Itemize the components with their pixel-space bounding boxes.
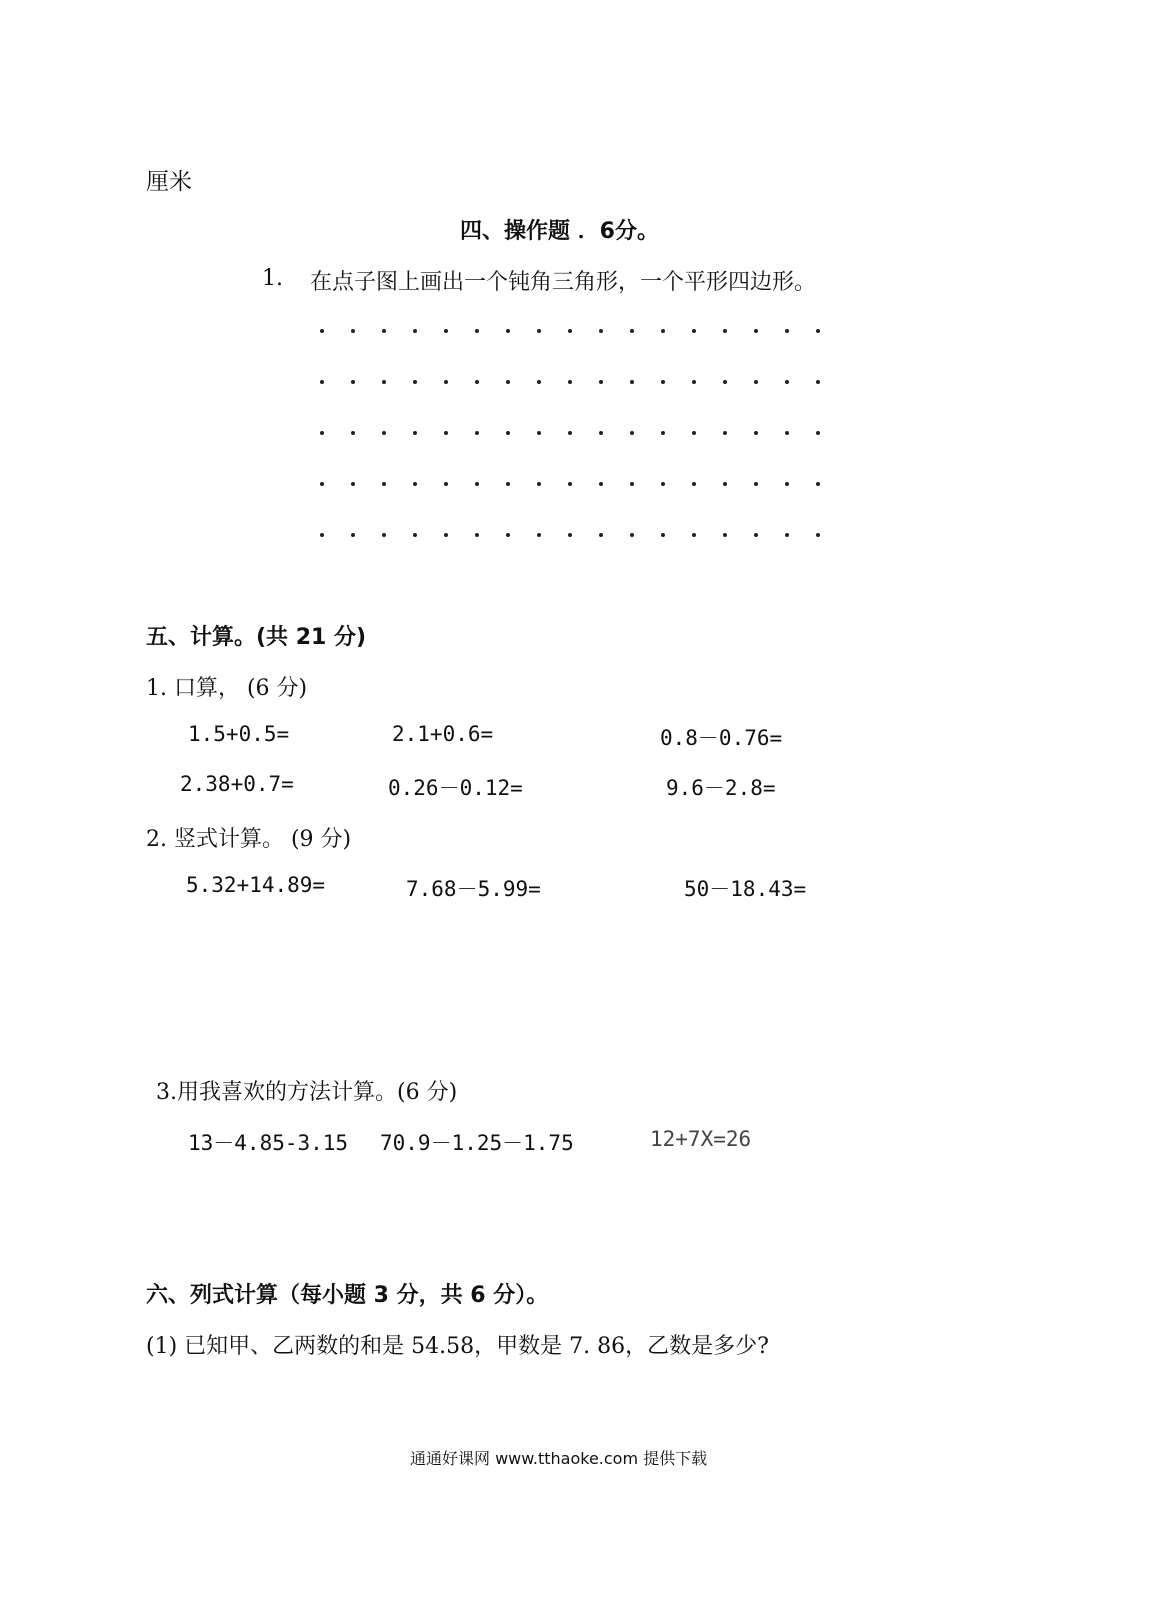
grid-dot[interactable]: [382, 329, 386, 333]
grid-dot[interactable]: [661, 482, 665, 486]
grid-dot[interactable]: [413, 482, 417, 486]
grid-dot[interactable]: [382, 431, 386, 435]
dot-row: [320, 533, 820, 537]
grid-dot[interactable]: [692, 380, 696, 384]
grid-dot[interactable]: [413, 431, 417, 435]
favorite-method-label: 3.用我喜欢的方法计算。(6 分): [156, 1080, 458, 1105]
grid-dot[interactable]: [692, 329, 696, 333]
vertical-calc-label: 2. 竖式计算。 (9 分): [146, 827, 352, 852]
vertical-calc-item: 7.68－5.99=: [406, 877, 541, 901]
question-number: 1.: [262, 266, 283, 291]
grid-dot[interactable]: [785, 329, 789, 333]
grid-dot[interactable]: [320, 431, 324, 435]
grid-dot[interactable]: [351, 533, 355, 537]
grid-dot[interactable]: [506, 533, 510, 537]
grid-dot[interactable]: [444, 380, 448, 384]
grid-dot[interactable]: [475, 533, 479, 537]
grid-dot[interactable]: [692, 533, 696, 537]
grid-dot[interactable]: [754, 431, 758, 435]
grid-dot[interactable]: [568, 329, 572, 333]
grid-dot[interactable]: [351, 329, 355, 333]
oral-calc-item: 2.38+0.7=: [180, 772, 294, 796]
grid-dot[interactable]: [320, 533, 324, 537]
grid-dot[interactable]: [320, 482, 324, 486]
grid-dot[interactable]: [599, 380, 603, 384]
grid-dot[interactable]: [754, 329, 758, 333]
section-five-title: 五、计算。(共 21 分): [146, 625, 367, 650]
grid-dot[interactable]: [661, 380, 665, 384]
grid-dot[interactable]: [692, 482, 696, 486]
oral-calc-item: 2.1+0.6=: [392, 722, 494, 746]
grid-dot[interactable]: [475, 431, 479, 435]
grid-dot[interactable]: [351, 380, 355, 384]
grid-dot[interactable]: [506, 431, 510, 435]
dot-row: [320, 482, 820, 486]
section-four-title: 四、操作题 ．6分。: [460, 219, 659, 244]
grid-dot[interactable]: [537, 482, 541, 486]
oral-calc-item: 0.8－0.76=: [660, 726, 783, 750]
grid-dot[interactable]: [568, 533, 572, 537]
grid-dot[interactable]: [413, 533, 417, 537]
grid-dot[interactable]: [475, 329, 479, 333]
vertical-calc-item: 50－18.43=: [684, 877, 807, 901]
oral-calc-item: 9.6－2.8=: [666, 776, 776, 800]
grid-dot[interactable]: [599, 482, 603, 486]
grid-dot[interactable]: [537, 533, 541, 537]
grid-dot[interactable]: [351, 482, 355, 486]
grid-dot[interactable]: [444, 329, 448, 333]
grid-dot[interactable]: [506, 482, 510, 486]
grid-dot[interactable]: [816, 380, 820, 384]
grid-dot[interactable]: [630, 482, 634, 486]
grid-dot[interactable]: [723, 533, 727, 537]
grid-dot[interactable]: [444, 431, 448, 435]
grid-dot[interactable]: [506, 380, 510, 384]
grid-dot[interactable]: [320, 380, 324, 384]
grid-dot[interactable]: [568, 482, 572, 486]
grid-dot[interactable]: [630, 431, 634, 435]
grid-dot[interactable]: [444, 533, 448, 537]
grid-dot[interactable]: [475, 482, 479, 486]
grid-dot[interactable]: [723, 431, 727, 435]
grid-dot[interactable]: [816, 482, 820, 486]
grid-dot[interactable]: [785, 380, 789, 384]
grid-dot[interactable]: [537, 380, 541, 384]
grid-dot[interactable]: [351, 431, 355, 435]
oral-calc-item: 1.5+0.5=: [188, 722, 290, 746]
dot-grid[interactable]: [320, 329, 820, 539]
section-six-title: 六、列式计算（每小题 3 分，共 6 分）。: [146, 1283, 549, 1308]
dot-row: [320, 431, 820, 435]
grid-dot[interactable]: [537, 431, 541, 435]
grid-dot[interactable]: [723, 329, 727, 333]
unit-text: 厘米: [146, 169, 192, 195]
dot-row: [320, 380, 820, 384]
oral-calc-item: 0.26－0.12=: [388, 776, 523, 800]
grid-dot[interactable]: [630, 533, 634, 537]
dot-row: [320, 329, 820, 333]
grid-dot[interactable]: [816, 431, 820, 435]
grid-dot[interactable]: [320, 329, 324, 333]
grid-dot[interactable]: [537, 329, 541, 333]
footer-text: 通通好课网 www.tthaoke.com 提供下载: [410, 1449, 708, 1468]
grid-dot[interactable]: [568, 431, 572, 435]
grid-dot[interactable]: [816, 533, 820, 537]
grid-dot[interactable]: [413, 329, 417, 333]
grid-dot[interactable]: [382, 380, 386, 384]
grid-dot[interactable]: [754, 380, 758, 384]
grid-dot[interactable]: [382, 533, 386, 537]
grid-dot[interactable]: [692, 431, 696, 435]
grid-dot[interactable]: [661, 431, 665, 435]
grid-dot[interactable]: [444, 482, 448, 486]
grid-dot[interactable]: [754, 482, 758, 486]
grid-dot[interactable]: [785, 431, 789, 435]
grid-dot[interactable]: [785, 533, 789, 537]
question-text: 在点子图上画出一个钝角三角形，一个平形四边形。: [310, 270, 817, 295]
grid-dot[interactable]: [630, 380, 634, 384]
grid-dot[interactable]: [413, 380, 417, 384]
grid-dot[interactable]: [475, 380, 479, 384]
equation-item: 12+7X=26: [650, 1127, 752, 1151]
grid-dot[interactable]: [723, 380, 727, 384]
grid-dot[interactable]: [630, 329, 634, 333]
grid-dot[interactable]: [723, 482, 727, 486]
grid-dot[interactable]: [506, 329, 510, 333]
grid-dot[interactable]: [816, 329, 820, 333]
grid-dot[interactable]: [568, 380, 572, 384]
grid-dot[interactable]: [599, 329, 603, 333]
favorite-method-item: 13－4.85-3.15: [188, 1131, 349, 1155]
oral-calc-label: 1. 口算， (6 分): [146, 676, 308, 701]
grid-dot[interactable]: [382, 482, 386, 486]
grid-dot[interactable]: [785, 482, 789, 486]
favorite-method-item: 70.9－1.25－1.75: [380, 1131, 574, 1155]
word-problem-text: (1) 已知甲、乙两数的和是 54.58，甲数是 7. 86，乙数是多少?: [146, 1334, 769, 1359]
vertical-calc-item: 5.32+14.89=: [186, 873, 326, 897]
grid-dot[interactable]: [661, 329, 665, 333]
grid-dot[interactable]: [754, 533, 758, 537]
grid-dot[interactable]: [599, 431, 603, 435]
grid-dot[interactable]: [661, 533, 665, 537]
grid-dot[interactable]: [599, 533, 603, 537]
